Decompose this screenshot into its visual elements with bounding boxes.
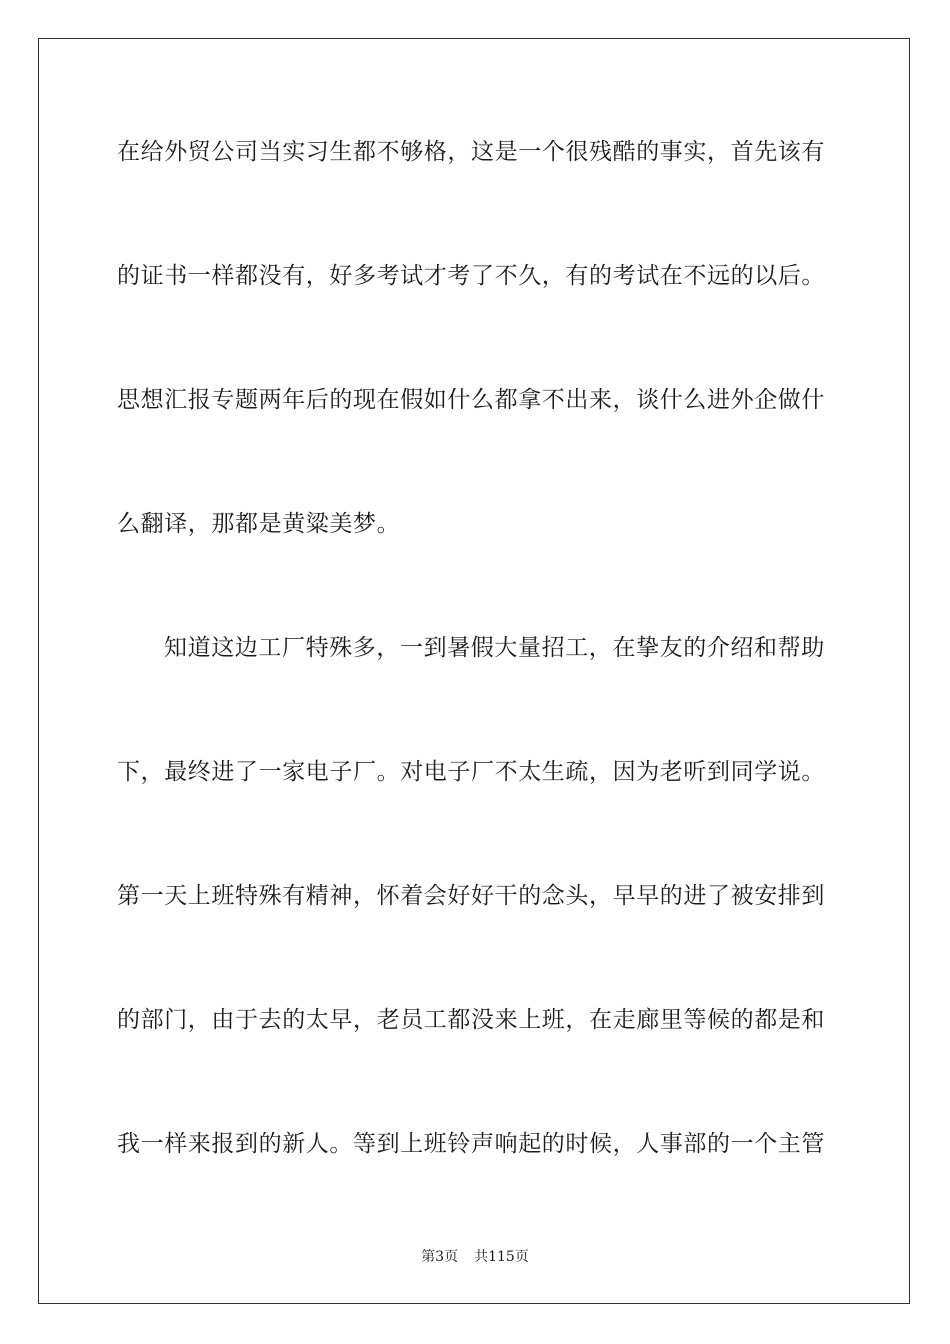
page-border	[38, 38, 910, 1304]
text-line-6: 下，最终进了一家电子厂。对电子厂不太生疏，因为老听到同学说。	[117, 759, 825, 785]
text-line-7: 第一天上班特殊有精神，怀着会好好干的念头，早早的进了被安排到	[117, 883, 825, 909]
text-line-3: 思想汇报专题两年后的现在假如什么都拿不出来，谈什么进外企做什	[117, 387, 825, 413]
text-line-8: 的部门，由于去的太早，老员工都没来上班，在走廊里等候的都是和	[117, 1007, 825, 1033]
text-line-2: 的证书一样都没有，好多考试才考了不久，有的考试在不远的以后。	[117, 263, 825, 289]
text-line-4: 么翻译，那都是黄粱美梦。	[117, 511, 401, 537]
text-line-1: 在给外贸公司当实习生都不够格，这是一个很残酷的事实，首先该有	[117, 139, 825, 165]
text-line-5-paragraph-start: 知道这边工厂特殊多，一到暑假大量招工，在挚友的介绍和帮助	[164, 635, 825, 661]
page-number: 第3页	[421, 1249, 459, 1265]
page-footer	[0, 1248, 950, 1266]
text-line-9: 我一样来报到的新人。等到上班铃声响起的时候，人事部的一个主管	[117, 1131, 825, 1157]
page-total: 共115页	[474, 1249, 529, 1265]
